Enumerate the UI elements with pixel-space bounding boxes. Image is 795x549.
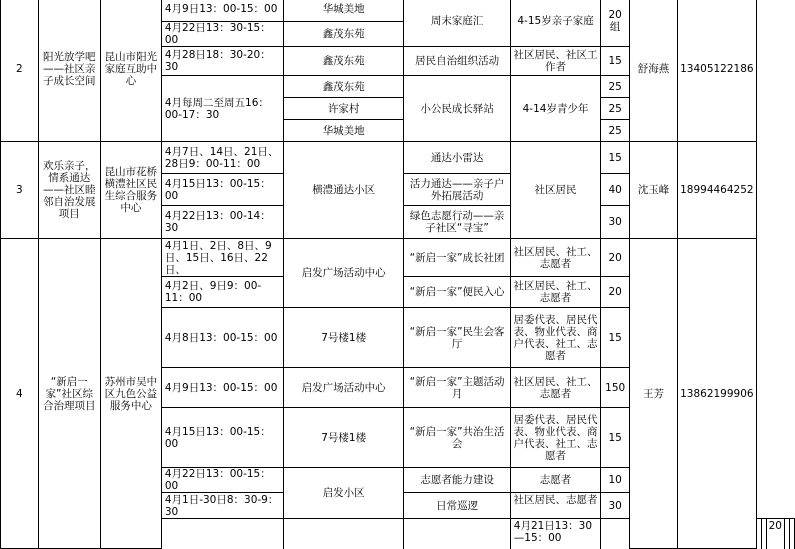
- activity-name: “新启一家”便民入心: [404, 277, 510, 308]
- activity-name: “新启一家”成长社团: [404, 239, 510, 277]
- activity-time: 4月9日13：00-15：00: [161, 0, 283, 22]
- contact-phone: 13862199906: [678, 239, 757, 549]
- participant-count: 10: [601, 468, 630, 493]
- activity-target: 社区居民、社工、志愿者: [510, 277, 601, 308]
- activity-name: 日常巡逻: [404, 493, 510, 519]
- project-name: “新启一家”社区综合治理项目: [38, 239, 100, 549]
- activity-place: 启发广场活动中心: [283, 368, 404, 408]
- activity-time: 4月22日13：30-15：00: [161, 22, 283, 47]
- activity-target: 社区居民、社工、志愿者: [510, 368, 601, 408]
- activity-target: 志愿者: [510, 468, 601, 493]
- activity-time: 4月21日13：30—15：00: [510, 519, 601, 549]
- activity-time: 4月2日、9日9：00-11：00: [161, 277, 283, 308]
- activity-target: 社区居民、社区工作者: [510, 47, 601, 76]
- contact-person: 沈玉峰: [630, 142, 678, 239]
- participant-count: 20: [601, 277, 630, 308]
- participant-count: 20组: [601, 0, 630, 47]
- activity-place: 华城美地: [283, 120, 404, 142]
- activity-target: 4-14岁青少年: [510, 76, 601, 142]
- activity-target: 社区居民、社工、志愿者: [510, 239, 601, 277]
- activity-name: 绿色志愿行动——亲子社区“寻宝”: [404, 206, 510, 239]
- activity-place: 启发小区: [283, 468, 404, 519]
- activity-time: 4月9日13：00-15：00: [161, 368, 283, 408]
- activity-name: 活力通达——亲子户外拓展活动: [404, 174, 510, 206]
- activity-time: 4月1日、2日、8日、9日、15日、16日、22日、: [161, 239, 283, 277]
- activity-place: 启发广场活动中心: [283, 239, 404, 308]
- activity-target: 4-15岁亲子家庭: [510, 0, 601, 47]
- activity-name: “新启一家”共治生活会: [404, 408, 510, 468]
- activity-time: 4月22日13：00-14：30: [161, 206, 283, 239]
- activity-name: 志愿者能力建设: [404, 468, 510, 493]
- row-number: 4: [1, 239, 39, 549]
- activity-time: 4月7日、14日、21日、28日9：00-11：00: [161, 142, 283, 174]
- organization: 昆山市阳光家庭互助中心: [100, 0, 161, 142]
- table-row: [1, 0, 795, 22]
- participant-count: 30: [601, 493, 630, 519]
- participant-count: 40: [601, 174, 630, 206]
- participant-count: 15: [601, 308, 630, 368]
- table-row: [1, 239, 795, 277]
- participant-count: 15: [601, 408, 630, 468]
- activity-time: 4月8日13：00-15：00: [161, 308, 283, 368]
- contact-person: 王芳: [630, 239, 678, 549]
- participant-count: 30: [601, 206, 630, 239]
- activity-place: 鑫茂东苑: [283, 76, 404, 98]
- activity-time: 4月15日13：00-15：00: [161, 408, 283, 468]
- participant-count: 25: [601, 76, 630, 98]
- project-name: 欢乐亲子，情系通达——社区睦邻自治发展项目: [38, 142, 100, 239]
- participant-count: 150: [601, 368, 630, 408]
- activity-place: 鑫茂东苑: [283, 47, 404, 76]
- activity-place: 7号楼1楼: [283, 408, 404, 468]
- activity-time: 4月1日-30日8：30-9：30: [161, 493, 283, 519]
- table-row: [1, 142, 795, 174]
- row-number: [161, 519, 283, 549]
- activity-name: 周末家庭汇: [404, 0, 510, 47]
- participant-count: 15: [601, 47, 630, 76]
- participant-count: 25: [601, 120, 630, 142]
- activity-place: 7号楼1楼: [283, 308, 404, 368]
- activity-place: 鑫茂东苑: [283, 22, 404, 47]
- activity-target: 居委代表、居民代表、物业代表、商户代表、社工、志愿者: [510, 308, 601, 368]
- activity-name: “新启一家”主题活动月: [404, 368, 510, 408]
- contact-phone: 13405122186: [678, 0, 757, 142]
- contact-person: 舒海燕: [630, 0, 678, 142]
- activity-name: 居民自治组织活动: [404, 47, 510, 76]
- organization: 昆山市花桥横澧社区民生综合服务中心: [100, 142, 161, 239]
- project-name: [283, 519, 404, 549]
- project-name: 阳光放学吧——社区亲子成长空间: [38, 0, 100, 142]
- contact-phone: [790, 519, 795, 549]
- activity-time: 4月28日18：30-20：30: [161, 47, 283, 76]
- activity-place: 华城美地: [283, 0, 404, 22]
- participant-count: 25: [601, 98, 630, 120]
- participant-count: 20: [766, 519, 784, 549]
- participant-count: 15: [601, 142, 630, 174]
- activity-place: [601, 519, 630, 549]
- activity-place: 许家村: [283, 98, 404, 120]
- activity-time: 4月15日13：00-15：00: [161, 174, 283, 206]
- activity-place: 横澧通达小区: [283, 142, 404, 239]
- participant-count: 20: [601, 239, 630, 277]
- activity-time: 4月每周二至周五16：00-17：30: [161, 76, 283, 142]
- activity-name: 小公民成长驿站: [404, 76, 510, 142]
- activity-target: 居委代表、居民代表、物业代表、商户代表、社工、志愿者: [510, 408, 601, 468]
- activity-name: 通达小雷达: [404, 142, 510, 174]
- organization: [404, 519, 510, 549]
- activity-name: “新启一家”民生会客厅: [404, 308, 510, 368]
- row-number: 3: [1, 142, 39, 239]
- activity-target: 社区居民: [510, 142, 601, 239]
- organization: 苏州市吴中区九色公益服务中心: [100, 239, 161, 549]
- activity-target: 社区居民、志愿者: [510, 493, 601, 519]
- row-number: 2: [1, 0, 39, 142]
- activity-time: 4月22日13：00-15：00: [161, 468, 283, 493]
- contact-phone: 18994464252: [678, 142, 757, 239]
